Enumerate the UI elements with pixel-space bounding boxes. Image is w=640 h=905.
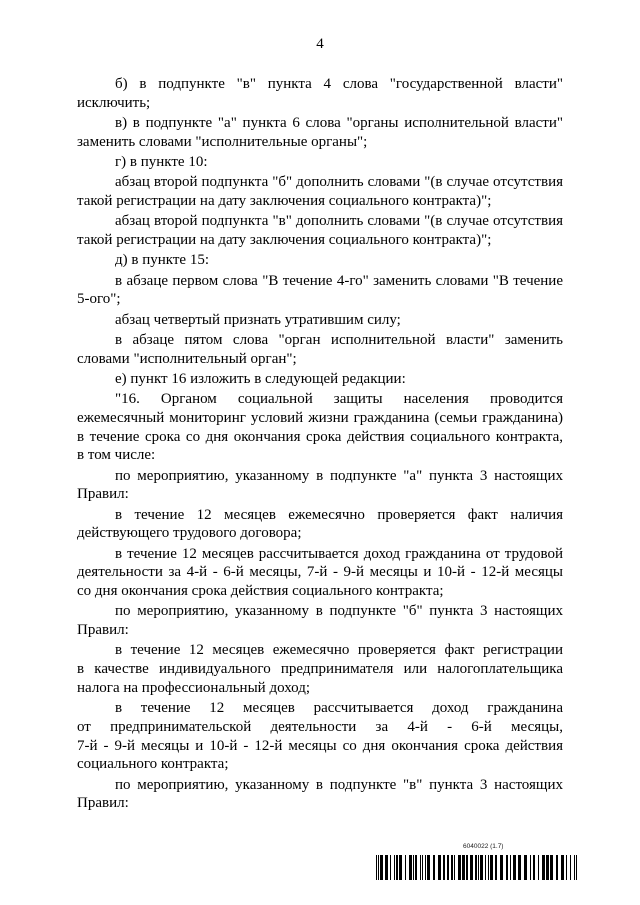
barcode-bar xyxy=(433,855,435,880)
amendment-g-subitem-b-paragraph xyxy=(77,173,563,211)
text-line: 7-й - 9-й месяцы и 10-й - 12-й месяцы со дня окончания срока действия xyxy=(77,737,563,754)
barcode-bar xyxy=(490,855,493,880)
barcode-bar xyxy=(538,855,539,880)
amendment-d-fourth-paragraph xyxy=(77,311,563,330)
text-line: г) в пункте 10: xyxy=(115,154,208,170)
page-number: 4 xyxy=(316,36,324,52)
text-line: е) пункт 16 изложить в следующей редакции: xyxy=(115,370,406,387)
barcode-bar xyxy=(443,855,445,880)
text-line: абзац второй подпункта "б" дополнить словами "(в случае отсутствия xyxy=(115,174,563,191)
barcode-bar xyxy=(422,855,423,880)
text-line: по мероприятию, указанному в подпункте "в" пункта 3 настоящих xyxy=(115,776,563,793)
barcode-bar xyxy=(378,855,379,880)
text-line: заменить словами "исполнительные органы"; xyxy=(77,133,368,150)
barcode-bar xyxy=(385,855,388,880)
barcode-bar xyxy=(447,855,449,880)
text-line: б) в подпункте "в" пункта 4 слова "государственной власти" xyxy=(115,76,563,92)
barcode-bar xyxy=(506,855,508,880)
barcode-bar xyxy=(415,855,417,880)
measure-a-income-calculation xyxy=(77,545,563,601)
text-line: ежемесячный мониторинг условий жизни гражданина (семьи гражданина) xyxy=(77,409,563,426)
barcode-bar xyxy=(488,855,489,880)
amendment-g-heading xyxy=(77,153,563,172)
barcode-bar xyxy=(576,855,577,880)
text-line: по мероприятию, указанному в подпункте "б" пункта 3 настоящих xyxy=(115,603,563,620)
barcode-bar xyxy=(427,855,430,880)
barcode-bar xyxy=(478,855,479,880)
measure-a-employment-check xyxy=(77,506,563,544)
barcode-bar xyxy=(380,855,383,880)
measure-v-heading xyxy=(77,776,563,814)
text-line: в течение срока со дня окончания срока действия социального контракта, xyxy=(77,428,563,445)
text-line: деятельности за 4-й - 6-й месяцы, 7-й - 9-й месяцы и 10-й - 12-й месяцы xyxy=(77,564,563,581)
text-line: Правил: xyxy=(77,486,129,503)
text-line: в течение 12 месяцев рассчитывается доход гражданина от трудовой xyxy=(115,545,563,562)
barcode-bar xyxy=(425,855,426,880)
text-line: 5-ого"; xyxy=(77,291,121,308)
text-line: д) в пункте 15: xyxy=(115,252,209,269)
text-line: в абзаце первом слова "В течение 4-го" заменить словами "В течение xyxy=(115,272,563,289)
document-body xyxy=(77,75,563,815)
text-line: от предпринимательской деятельности за 4-й - 6-й месяцы, xyxy=(77,718,563,735)
barcode-bar xyxy=(438,855,441,880)
text-line: абзац второй подпункта "в" дополнить словами "(в случае отсутствия xyxy=(115,213,563,230)
text-line: социального контракта; xyxy=(77,756,229,773)
text-line: Правил: xyxy=(77,622,129,638)
text-line: налога на профессиональный доход; xyxy=(77,679,310,696)
barcode-bar xyxy=(561,855,564,880)
barcode-bar xyxy=(510,855,511,880)
amendment-d-first-paragraph xyxy=(77,272,563,310)
text-line: "16. Органом социальной защиты населения проводится xyxy=(115,391,563,407)
barcode-bar xyxy=(485,855,486,880)
amendment-e-heading xyxy=(77,370,563,389)
text-line: такой регистрации на дату заключения социального контракта)"; xyxy=(77,193,492,209)
barcode-bar xyxy=(390,855,391,880)
text-line: в течение 12 месяцев ежемесячно проверяется факт наличия xyxy=(115,506,563,523)
barcode-bar xyxy=(420,855,421,880)
text-line: в течение 12 месяцев рассчитывается доход гражданина xyxy=(115,700,563,716)
barcode-bar xyxy=(495,855,497,880)
amendment-d-heading xyxy=(77,251,563,270)
text-line: абзац четвертый признать утратившим силу; xyxy=(115,311,401,328)
text-line: словами "исполнительный орган"; xyxy=(77,350,297,367)
amendment-g-subitem-v-paragraph xyxy=(77,212,563,250)
text-line: в) в подпункте "а" пункта 6 слова "органы исполнительной власти" xyxy=(115,115,563,131)
measure-b-registration-check xyxy=(77,641,563,697)
text-line: в течение 12 месяцев ежемесячно проверяется факт регистрации xyxy=(115,642,563,659)
barcode-bar xyxy=(466,855,468,880)
text-line: в качестве индивидуального предпринимателя или налогоплательщика xyxy=(77,661,563,677)
barcode-bar xyxy=(546,855,549,880)
barcode-bar xyxy=(556,855,558,880)
text-line: со дня окончания срока действия социального контракта; xyxy=(77,583,444,599)
barcode-bar xyxy=(500,855,503,880)
text-line: исключить; xyxy=(77,94,151,111)
measure-a-heading xyxy=(77,467,563,505)
amendment-b-paragraph xyxy=(77,75,563,113)
text-line: действующего трудового договора; xyxy=(77,525,302,542)
text-line: по мероприятию, указанному в подпункте "а" пункта 3 настоящих xyxy=(115,467,563,484)
barcode-bar xyxy=(513,855,516,880)
barcode-bar xyxy=(451,855,453,880)
barcode-bar xyxy=(470,855,473,880)
barcode-bar xyxy=(405,855,406,880)
barcode-bar xyxy=(394,855,395,880)
barcode-bar xyxy=(409,855,412,880)
barcode-bar xyxy=(570,855,571,880)
barcode-bar xyxy=(524,855,527,880)
barcode-bar xyxy=(413,855,414,880)
barcode-bar xyxy=(518,855,521,880)
barcode-bar xyxy=(530,855,531,880)
barcode-bar xyxy=(533,855,535,880)
barcode xyxy=(376,855,578,880)
document-code: 6040022 (1.7) xyxy=(463,843,504,850)
barcode-bar xyxy=(399,855,402,880)
measure-b-income-calculation xyxy=(77,699,563,774)
barcode-bar xyxy=(396,855,398,880)
measure-b-heading xyxy=(77,602,563,640)
item-16-intro-paragraph xyxy=(77,390,563,465)
barcode-bar xyxy=(480,855,483,880)
barcode-bar xyxy=(376,855,377,880)
barcode-bar xyxy=(454,855,455,880)
barcode-bar xyxy=(574,855,575,880)
barcode-bar xyxy=(475,855,477,880)
barcode-bar xyxy=(550,855,553,880)
barcode-bar xyxy=(542,855,545,880)
barcode-bar xyxy=(458,855,461,880)
amendment-v-paragraph xyxy=(77,114,563,152)
amendment-d-fifth-paragraph xyxy=(77,331,563,369)
text-line: в абзаце пятом слова "орган исполнительной власти" заменить xyxy=(115,331,563,348)
barcode-bar xyxy=(462,855,465,880)
barcode-bar xyxy=(566,855,567,880)
text-line: такой регистрации на дату заключения социального контракта)"; xyxy=(77,232,492,248)
text-line: Правил: xyxy=(77,795,129,812)
text-line: в том числе: xyxy=(77,447,156,464)
